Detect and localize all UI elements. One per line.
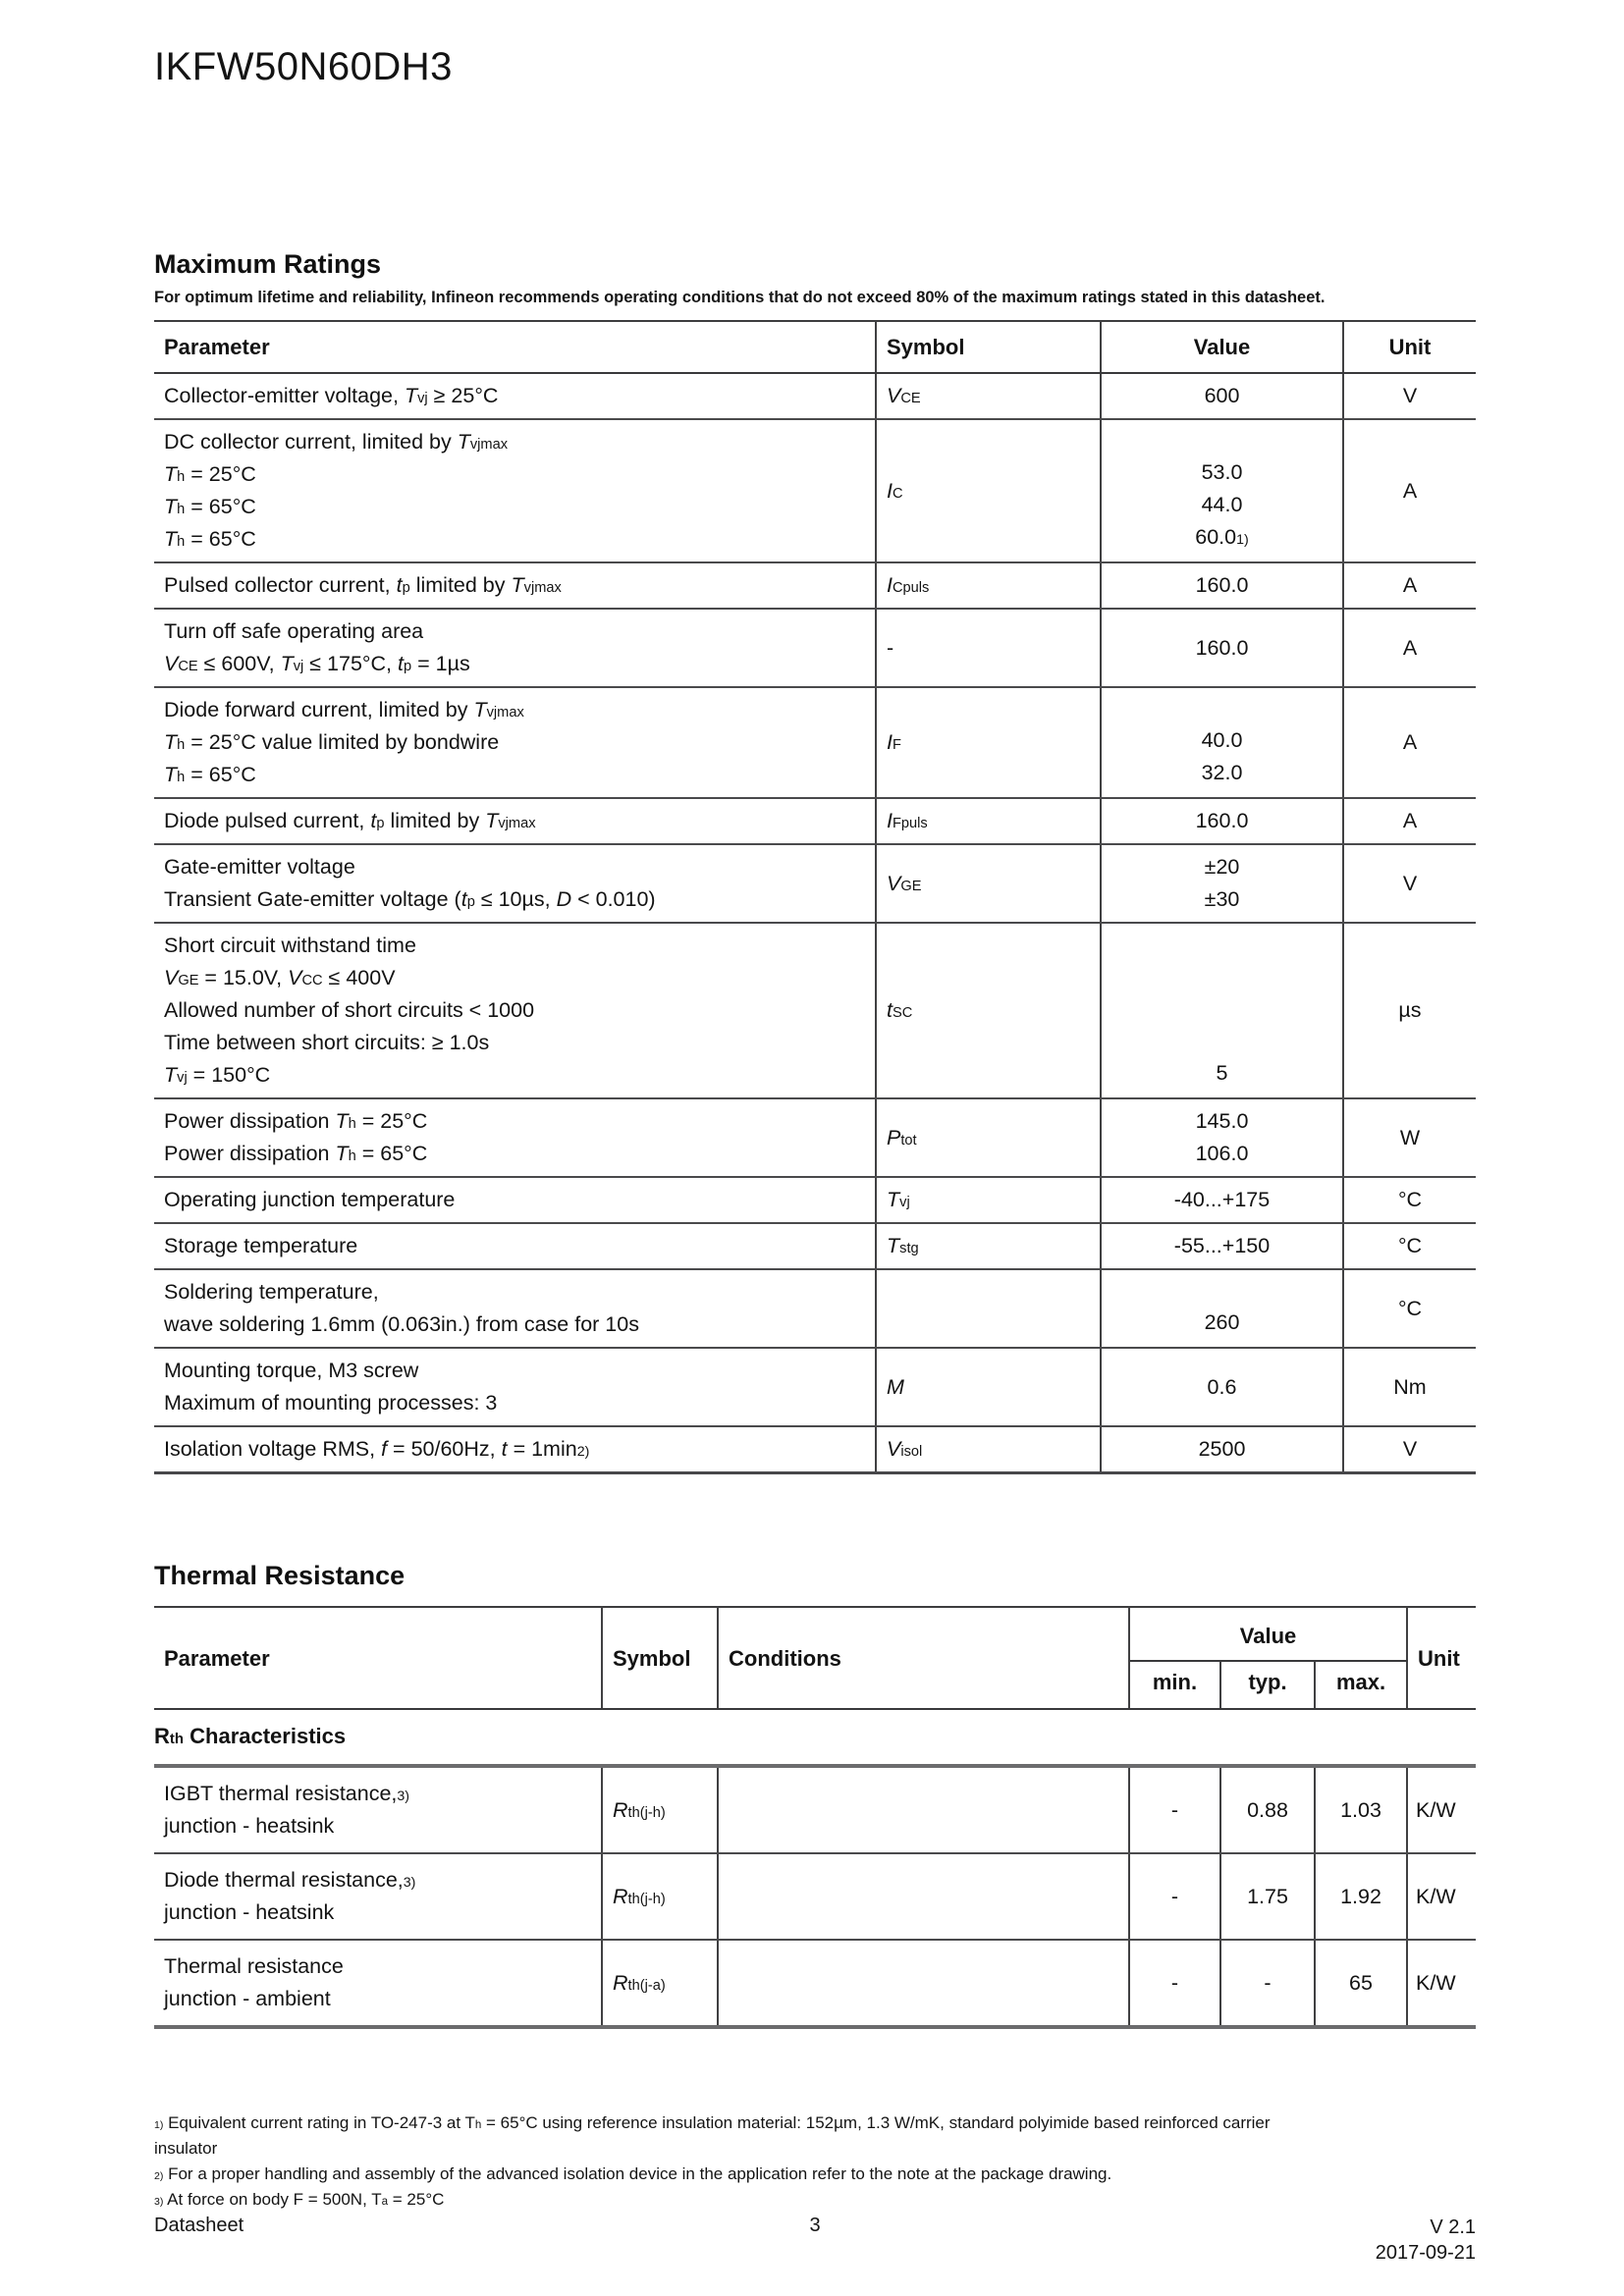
symbol-cell: $I_F$ xyxy=(876,687,1101,798)
unit-cell: A xyxy=(1343,419,1476,562)
parameter-cell: Collector-emitter voltage, $T_{vj} \ge 25^\circ C$ xyxy=(154,373,876,419)
symbol-cell xyxy=(876,1269,1101,1348)
table-row xyxy=(154,1269,1476,1348)
table-row xyxy=(154,1766,1476,1853)
column-header-symbol: Symbol xyxy=(876,321,1101,373)
unit-cell: K/W xyxy=(1407,1940,1476,2027)
value-cell: 160.0 xyxy=(1101,798,1343,844)
max-value-cell: 65 xyxy=(1315,1940,1407,2027)
conditions-cell xyxy=(718,1766,1129,1853)
symbol-cell: $I_{Fpuls}$ xyxy=(876,798,1101,844)
table-row xyxy=(154,419,1476,562)
unit-cell: W xyxy=(1343,1098,1476,1177)
table-row xyxy=(154,1940,1476,2027)
table-row xyxy=(154,1426,1476,1473)
symbol-cell: $t_{SC}$ xyxy=(876,923,1101,1098)
parameter-cell: Diode thermal resistance,$^{3)}$ junction - heatsink xyxy=(154,1853,602,1940)
maximum-ratings-note: For optimum lifetime and reliability, Infineon recommends operating conditions that do not exceed 80% of the maximum ratings stated in this datasheet. xyxy=(154,289,1326,306)
value-cell: 160.0 xyxy=(1101,562,1343,609)
column-header-parameter: Parameter xyxy=(154,1607,602,1709)
value-cell: 160.0 xyxy=(1101,609,1343,687)
column-header-symbol: Symbol xyxy=(602,1607,718,1709)
table-row xyxy=(154,609,1476,687)
parameter-cell: DC collector current, limited by $T_{vjmax}$ $T_h = 25^\circ C$ $T_h = 65^\circ C$ $T_h = 65^\circ C$ xyxy=(154,419,876,562)
max-value-cell: 1.92 xyxy=(1315,1853,1407,1940)
parameter-cell: Mounting torque, M3 screw Maximum of mounting processes: 3 xyxy=(154,1348,876,1426)
unit-cell: A xyxy=(1343,562,1476,609)
parameter-cell: Operating junction temperature xyxy=(154,1177,876,1223)
parameter-cell: Thermal resistance junction - ambient xyxy=(154,1940,602,2027)
conditions-cell xyxy=(718,1940,1129,2027)
parameter-cell: Diode pulsed current, $t_p$ limited by $T_{vjmax}$ xyxy=(154,798,876,844)
unit-cell: A xyxy=(1343,687,1476,798)
symbol-cell: $V_{CE}$ xyxy=(876,373,1101,419)
parameter-cell: Power dissipation $T_h = 25^\circ C$ Power dissipation $T_h = 65^\circ C$ xyxy=(154,1098,876,1177)
column-header-typ: typ. xyxy=(1220,1661,1315,1709)
unit-cell: A xyxy=(1343,798,1476,844)
value-cell: 0.6 xyxy=(1101,1348,1343,1426)
footer-doc-type: Datasheet xyxy=(154,2215,244,2236)
symbol-cell: - xyxy=(876,609,1101,687)
symbol-cell: M xyxy=(876,1348,1101,1426)
min-value-cell: - xyxy=(1129,1940,1220,2027)
parameter-cell: Turn off safe operating area $V_{CE} \le 600V$, $T_{vj} \le 175^\circ C$, $t_p = 1\mu s$ xyxy=(154,609,876,687)
footer-page-number: 3 xyxy=(809,2215,821,2236)
symbol-cell: $T_{stg}$ xyxy=(876,1223,1101,1269)
maximum-ratings-table xyxy=(154,320,1476,1474)
value-cell: ±20 ±30 xyxy=(1101,844,1343,923)
table-row xyxy=(154,687,1476,798)
parameter-cell: Diode forward current, limited by $T_{vjmax}$ $T_h = 25^\circ C$ value limited by bondwire $T_h = 65^\circ C$ xyxy=(154,687,876,798)
maximum-ratings-table-body xyxy=(154,373,1476,1473)
header-row xyxy=(154,1607,1476,1661)
unit-cell: µs xyxy=(1343,923,1476,1098)
rth-characteristics-label: $R_{th}$ Characteristics xyxy=(154,1709,1476,1766)
column-header-unit: Unit xyxy=(1407,1607,1476,1709)
unit-cell: A xyxy=(1343,609,1476,687)
column-header-min: min. xyxy=(1129,1661,1220,1709)
symbol-cell: $V_{isol}$ xyxy=(876,1426,1101,1473)
unit-cell: °C xyxy=(1343,1177,1476,1223)
symbol-cell: $T_{vj}$ xyxy=(876,1177,1101,1223)
footer-version-date xyxy=(1035,2215,1476,2266)
unit-cell: V xyxy=(1343,844,1476,923)
value-cell: -40...+175 xyxy=(1101,1177,1343,1223)
table-row xyxy=(154,1853,1476,1940)
footnotes-block xyxy=(154,2110,1476,2213)
section-heading-thermal-resistance: Thermal Resistance xyxy=(154,1561,406,1590)
table-row xyxy=(154,1223,1476,1269)
parameter-cell: Pulsed collector current, $t_p$ limited by $T_{vjmax}$ xyxy=(154,562,876,609)
symbol-cell: $R_{th(j-a)}$ xyxy=(602,1940,718,2027)
typ-value-cell: 0.88 xyxy=(1220,1766,1315,1853)
table-row xyxy=(154,923,1476,1098)
symbol-cell: $I_C$ xyxy=(876,419,1101,562)
column-header-unit: Unit xyxy=(1343,321,1476,373)
value-cell: 145.0 106.0 xyxy=(1101,1098,1343,1177)
parameter-cell: Isolation voltage RMS, f = 50/60Hz, $t = 1\min^{2)}$ xyxy=(154,1426,876,1473)
unit-cell: K/W xyxy=(1407,1853,1476,1940)
parameter-cell: Short circuit withstand time $V_{GE} = 15.0V$, $V_{CC} \le 400V$ Allowed number of short circuits < 1000 Time between short circuits: ≥ 1.0s $T_{vj} = 150^\circ C$ xyxy=(154,923,876,1098)
section-heading-maximum-ratings: Maximum Ratings xyxy=(154,249,382,279)
header-row xyxy=(154,321,1476,373)
rth-characteristics-row xyxy=(154,1709,1476,1766)
value-cell: 600 xyxy=(1101,373,1343,419)
thermal-table-body xyxy=(154,1709,1476,2027)
value-cell: 5 xyxy=(1101,923,1343,1098)
column-header-value: Value xyxy=(1101,321,1343,373)
table-row xyxy=(154,844,1476,923)
thermal-table-header xyxy=(154,1607,1476,1709)
column-header-conditions: Conditions xyxy=(718,1607,1129,1709)
parameter-cell: Gate-emitter voltage Transient Gate-emitter voltage ($t_p \le 10\mu s$, D < 0.010) xyxy=(154,844,876,923)
unit-cell: Nm xyxy=(1343,1348,1476,1426)
unit-cell: K/W xyxy=(1407,1766,1476,1853)
unit-cell: °C xyxy=(1343,1269,1476,1348)
symbol-cell: $I_{Cpuls}$ xyxy=(876,562,1101,609)
typ-value-cell: - xyxy=(1220,1940,1315,2027)
footer-date: 2017-09-21 xyxy=(1375,2242,1477,2264)
parameter-cell: Storage temperature xyxy=(154,1223,876,1269)
table-row xyxy=(154,1348,1476,1426)
table-row xyxy=(154,1177,1476,1223)
max-value-cell: 1.03 xyxy=(1315,1766,1407,1853)
symbol-cell: $P_{tot}$ xyxy=(876,1098,1101,1177)
unit-cell: °C xyxy=(1343,1223,1476,1269)
unit-cell: V xyxy=(1343,1426,1476,1473)
column-header-max: max. xyxy=(1315,1661,1407,1709)
maximum-ratings-table-header xyxy=(154,321,1476,373)
table-row xyxy=(154,562,1476,609)
column-header-parameter: Parameter xyxy=(154,321,876,373)
value-cell: 53.0 44.0 60.0$^{1)}$ xyxy=(1101,419,1343,562)
unit-cell: V xyxy=(1343,373,1476,419)
table-row xyxy=(154,373,1476,419)
parameter-cell: IGBT thermal resistance,$^{3)}$ junction - heatsink xyxy=(154,1766,602,1853)
min-value-cell: - xyxy=(1129,1766,1220,1853)
value-cell: -55...+150 xyxy=(1101,1223,1343,1269)
value-cell: 260 xyxy=(1101,1269,1343,1348)
value-cell: 2500 xyxy=(1101,1426,1343,1473)
page-footer xyxy=(154,2215,1476,2266)
column-header-value: Value xyxy=(1129,1607,1407,1661)
table-row xyxy=(154,798,1476,844)
value-cell: 40.0 32.0 xyxy=(1101,687,1343,798)
page-title: IKFW50N60DH3 xyxy=(154,45,453,88)
thermal-resistance-table xyxy=(154,1606,1476,2029)
symbol-cell: $R_{th(j-h)}$ xyxy=(602,1766,718,1853)
footnote-2: $^{2)}$ For a proper handling and assembly of the advanced isolation device in the application refer to the note at the package drawing. xyxy=(154,2164,1112,2183)
parameter-cell: Soldering temperature, wave soldering 1.6mm (0.063in.) from case for 10s xyxy=(154,1269,876,1348)
conditions-cell xyxy=(718,1853,1129,1940)
symbol-cell: $V_{GE}$ xyxy=(876,844,1101,923)
footnote-3: $^{3)}$ At force on body F = 500N, $T_a = 25^\circ C$ xyxy=(154,2190,445,2209)
footnote-1: $^{1)}$ Equivalent current rating in TO-247-3 at $T_h = 65^\circ C$ using reference insulation material: 152µm, 1.3 W/mK, standard polyimide based reinforced carrier insulator xyxy=(154,2113,1271,2158)
footer-version: V 2.1 xyxy=(1430,2216,1477,2238)
table-row xyxy=(154,1098,1476,1177)
symbol-cell: $R_{th(j-h)}$ xyxy=(602,1853,718,1940)
min-value-cell: - xyxy=(1129,1853,1220,1940)
typ-value-cell: 1.75 xyxy=(1220,1853,1315,1940)
